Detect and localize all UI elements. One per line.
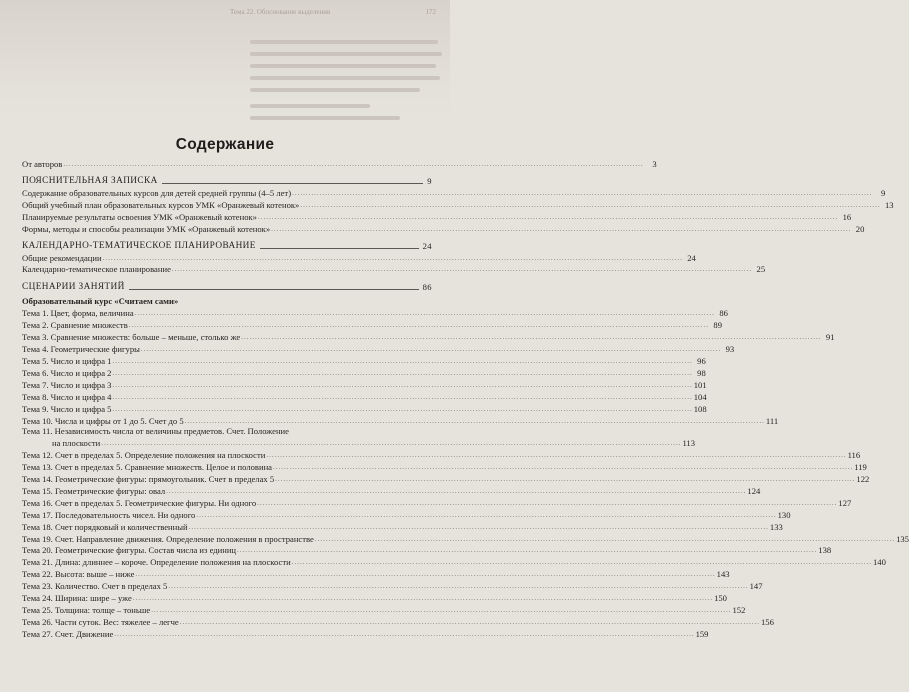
toc-entry [22, 379, 707, 391]
toc-entry [22, 331, 835, 343]
toc-entry-label: Планируемые результаты освоения УМК «Оранжевый котенок» [22, 211, 257, 222]
leader-dots [151, 604, 731, 616]
leader-dots [112, 403, 692, 415]
toc-entry [22, 187, 886, 199]
toc-entry-page: 13 [885, 199, 894, 210]
toc-entry-label: Тема 13. Счет в пределах 5. Сравнение множеств. Целое и половина [22, 462, 272, 473]
section-rule [162, 183, 424, 184]
leader-dots [133, 592, 713, 604]
toc-top-entries [22, 158, 657, 170]
toc-entry-label: Тема 26. Части суток. Вес: тяжелее – легче [22, 616, 179, 627]
toc-entry-label: Тема 4. Геометрические фигуры [22, 344, 140, 355]
leader-dots [112, 355, 692, 367]
toc-entry-page: 101 [693, 379, 707, 390]
toc-entry-page: 150 [714, 593, 727, 604]
toc-entry [22, 415, 779, 427]
section-page: 86 [422, 282, 432, 293]
leader-dots [266, 449, 846, 461]
toc-entry [22, 403, 707, 415]
toc-entry-page: 96 [697, 355, 706, 366]
toc-entry [22, 307, 728, 319]
toc-entry-page: 111 [765, 415, 779, 426]
toc-entry-label: Тема 18. Счет порядковый и количественный [22, 521, 188, 532]
leader-dots [112, 391, 692, 403]
toc-entry [22, 211, 852, 223]
toc-entry [22, 449, 861, 461]
leader-dots [135, 568, 715, 580]
toc-entry [22, 199, 894, 211]
leader-dots [257, 497, 837, 509]
toc-entry-page: 138 [818, 545, 832, 556]
leader-dots [275, 473, 855, 485]
course-subheading: Образовательный курс «Считаем сами» [22, 296, 179, 307]
page-title: Содержание [175, 136, 275, 153]
running-title: Тема 22. Обоснование выделения [230, 8, 331, 16]
toc-entry-label: Тема 27. Счет. Движение [22, 628, 114, 639]
toc-entry-label: Тема 3. Сравнение множеств: больше – меньше, столько же [22, 332, 241, 343]
leader-dots [273, 461, 853, 473]
leader-dots [114, 628, 694, 640]
toc-entry-page: 122 [856, 474, 870, 485]
toc-entry-page: 20 [855, 223, 865, 234]
leader-dots [63, 158, 643, 170]
toc-entry [22, 343, 735, 355]
toc-entry-page: 152 [732, 605, 746, 615]
toc-entry-label: Тема 10. Числа и цифры от 1 до 5. Счет до 5 [22, 415, 184, 426]
section-heading-2 [22, 240, 432, 252]
section-title: КАЛЕНДАРНО-ТЕМАТИЧЕСКОЕ ПЛАНИРОВАНИЕ [22, 240, 256, 251]
section-title: ПОЯСНИТЕЛЬНАЯ ЗАПИСКА [22, 175, 158, 186]
running-header [230, 8, 436, 16]
toc-entry [22, 252, 696, 264]
toc-entry-label: Тема 24. Ширина: шире – уже [22, 593, 132, 604]
toc-entry-label: Формы, методы и способы реализации УМК «Оранжевый котенок» [22, 223, 271, 234]
toc-entry-label: Общий учебный план образовательных курсов УМК «Оранжевый котенок» [22, 199, 300, 210]
toc-entry [22, 509, 791, 521]
leader-dots [258, 211, 838, 223]
toc-entry-page: 98 [697, 367, 706, 378]
toc-entry-page: 116 [847, 450, 861, 461]
leader-dots [292, 187, 872, 199]
toc-entry [22, 437, 696, 449]
toc-entry-label: Тема 1. Цвет, форма, величина [22, 308, 134, 319]
toc-entry-page: 143 [716, 569, 730, 580]
toc-entry-page: 9 [881, 187, 886, 198]
toc-entry-page: 140 [872, 557, 886, 568]
section-3-entries [22, 307, 909, 639]
toc-entry [22, 426, 432, 437]
toc-entry [22, 592, 727, 604]
leader-dots [168, 580, 748, 592]
toc-entry-label: Тема 16. Счет в пределах 5. Геометрические фигуры. Ни одного [22, 497, 257, 508]
toc-entry-label: Тема 17. Последовательность чисел. Ни одного [22, 509, 196, 520]
toc-entry [22, 497, 852, 509]
toc-entry-page: 16 [842, 211, 852, 222]
toc-entry-label: Тема 7. Число и цифра 3 [22, 379, 112, 390]
leader-dots [241, 331, 821, 343]
toc-entry-label: Тема 14. Геометрические фигуры: прямоугольник. Счет в пределах 5 [22, 474, 275, 485]
section-title: СЦЕНАРИИ ЗАНЯТИЙ [22, 282, 125, 293]
toc-entry-label: Содержание образовательных курсов для детей средней группы (4–5 лет) [22, 187, 292, 198]
leader-dots [172, 263, 752, 275]
toc-entry-page: 24 [687, 252, 696, 263]
toc-entry-label: Общие рекомендации [22, 252, 102, 263]
toc-entry-page: 113 [682, 438, 696, 449]
toc-entry-label: на плоскости [52, 438, 101, 449]
section-1-entries [22, 187, 894, 235]
leader-dots [271, 223, 851, 235]
section-heading-3 [22, 281, 432, 293]
toc-entry [22, 473, 870, 485]
toc-entry-label: Тема 6. Число и цифра 2 [22, 367, 112, 378]
toc-entry-page: 156 [760, 616, 774, 627]
toc-entry [22, 158, 657, 170]
section-page: 9 [427, 175, 432, 186]
toc-entry [22, 355, 706, 367]
leader-dots [129, 319, 709, 331]
toc-entry-label: Тема 11. Независимость числа от величины предметов. Счет. Положение [22, 426, 289, 437]
leader-dots [180, 616, 760, 628]
toc-entry [22, 223, 865, 235]
toc-entry-label: Тема 15. Геометрические фигуры: овал [22, 485, 166, 496]
toc-entry [22, 319, 722, 331]
section-rule [260, 248, 419, 249]
leader-dots [141, 343, 721, 355]
toc-entry-label: Календарно-тематическое планирование [22, 264, 171, 275]
toc-entry-label: Тема 22. Высота: выше – ниже [22, 569, 135, 580]
toc-entry [22, 367, 706, 379]
section-page: 24 [422, 240, 432, 251]
toc-entry-page: 93 [725, 344, 735, 355]
leader-dots [189, 521, 769, 533]
toc-entry-label: Тема 19. Счет. Направление движения. Определение положения в пространстве [22, 533, 314, 544]
toc-entry-page: 127 [838, 497, 852, 508]
toc-entry-label: От авторов [22, 159, 63, 169]
leader-dots [112, 379, 692, 391]
toc-entry [22, 580, 763, 592]
leader-dots [112, 367, 692, 379]
toc-entry-page: 108 [693, 403, 707, 414]
toc-entry-label: Тема 5. Число и цифра 1 [22, 355, 112, 366]
leader-dots [135, 307, 715, 319]
toc-entry-page: 89 [713, 320, 722, 331]
toc-entry-label: Тема 2. Сравнение множеств [22, 320, 128, 331]
toc-entry-label: Тема 8. Число и цифра 4 [22, 391, 112, 402]
toc-entry [22, 556, 886, 568]
toc-entry-page: 86 [719, 308, 728, 319]
toc-entry [22, 263, 766, 275]
toc-entry-label: Тема 23. Количество. Счет в пределах 5 [22, 581, 168, 592]
table-of-contents [22, 158, 909, 640]
leader-dots [166, 485, 746, 497]
toc-entry [22, 628, 709, 640]
toc-entry [22, 604, 746, 616]
previous-page-bleed-through [0, 0, 450, 125]
toc-entry-page: 147 [749, 581, 763, 592]
toc-entry [22, 544, 832, 556]
toc-entry-label: Тема 9. Число и цифра 5 [22, 403, 112, 414]
leader-dots [185, 415, 765, 427]
section-2-entries [22, 252, 766, 276]
section-rule [129, 289, 419, 290]
toc-entry-page: 130 [777, 509, 791, 520]
toc-entry [22, 461, 867, 473]
toc-entry [22, 485, 761, 497]
leader-dots [292, 556, 872, 568]
leader-dots [103, 252, 683, 264]
toc-entry-label: Тема 12. Счет в пределах 5. Определение положения на плоскости [22, 450, 266, 461]
toc-entry-page: 91 [825, 332, 835, 343]
leader-dots [300, 199, 880, 211]
running-page-number: 172 [425, 8, 436, 16]
toc-entry [22, 391, 707, 403]
leader-dots [196, 509, 776, 521]
leader-dots [315, 533, 895, 545]
toc-entry-page: 3 [652, 159, 657, 169]
toc-entry [22, 521, 783, 533]
toc-entry [22, 568, 730, 580]
toc-entry [22, 616, 774, 628]
leader-dots [101, 437, 681, 449]
toc-entry-label: Тема 21. Длина: длиннее – короче. Определение положения на плоскости [22, 557, 291, 568]
toc-entry-page: 104 [693, 391, 707, 402]
toc-entry-label: Тема 25. Толщина: толще – тоньше [22, 605, 151, 615]
toc-entry-page: 119 [854, 462, 867, 473]
leader-dots [237, 544, 817, 556]
toc-entry-page: 133 [769, 521, 783, 532]
toc-entry-page: 135 [896, 533, 909, 544]
toc-entry-page: 124 [747, 485, 761, 496]
toc-entry-page: 159 [695, 628, 709, 639]
toc-entry-label: Тема 20. Геометрические фигуры. Состав числа из единиц [22, 545, 237, 556]
toc-entry [22, 533, 909, 545]
section-heading-1 [22, 175, 432, 187]
toc-entry-page: 25 [756, 264, 766, 275]
